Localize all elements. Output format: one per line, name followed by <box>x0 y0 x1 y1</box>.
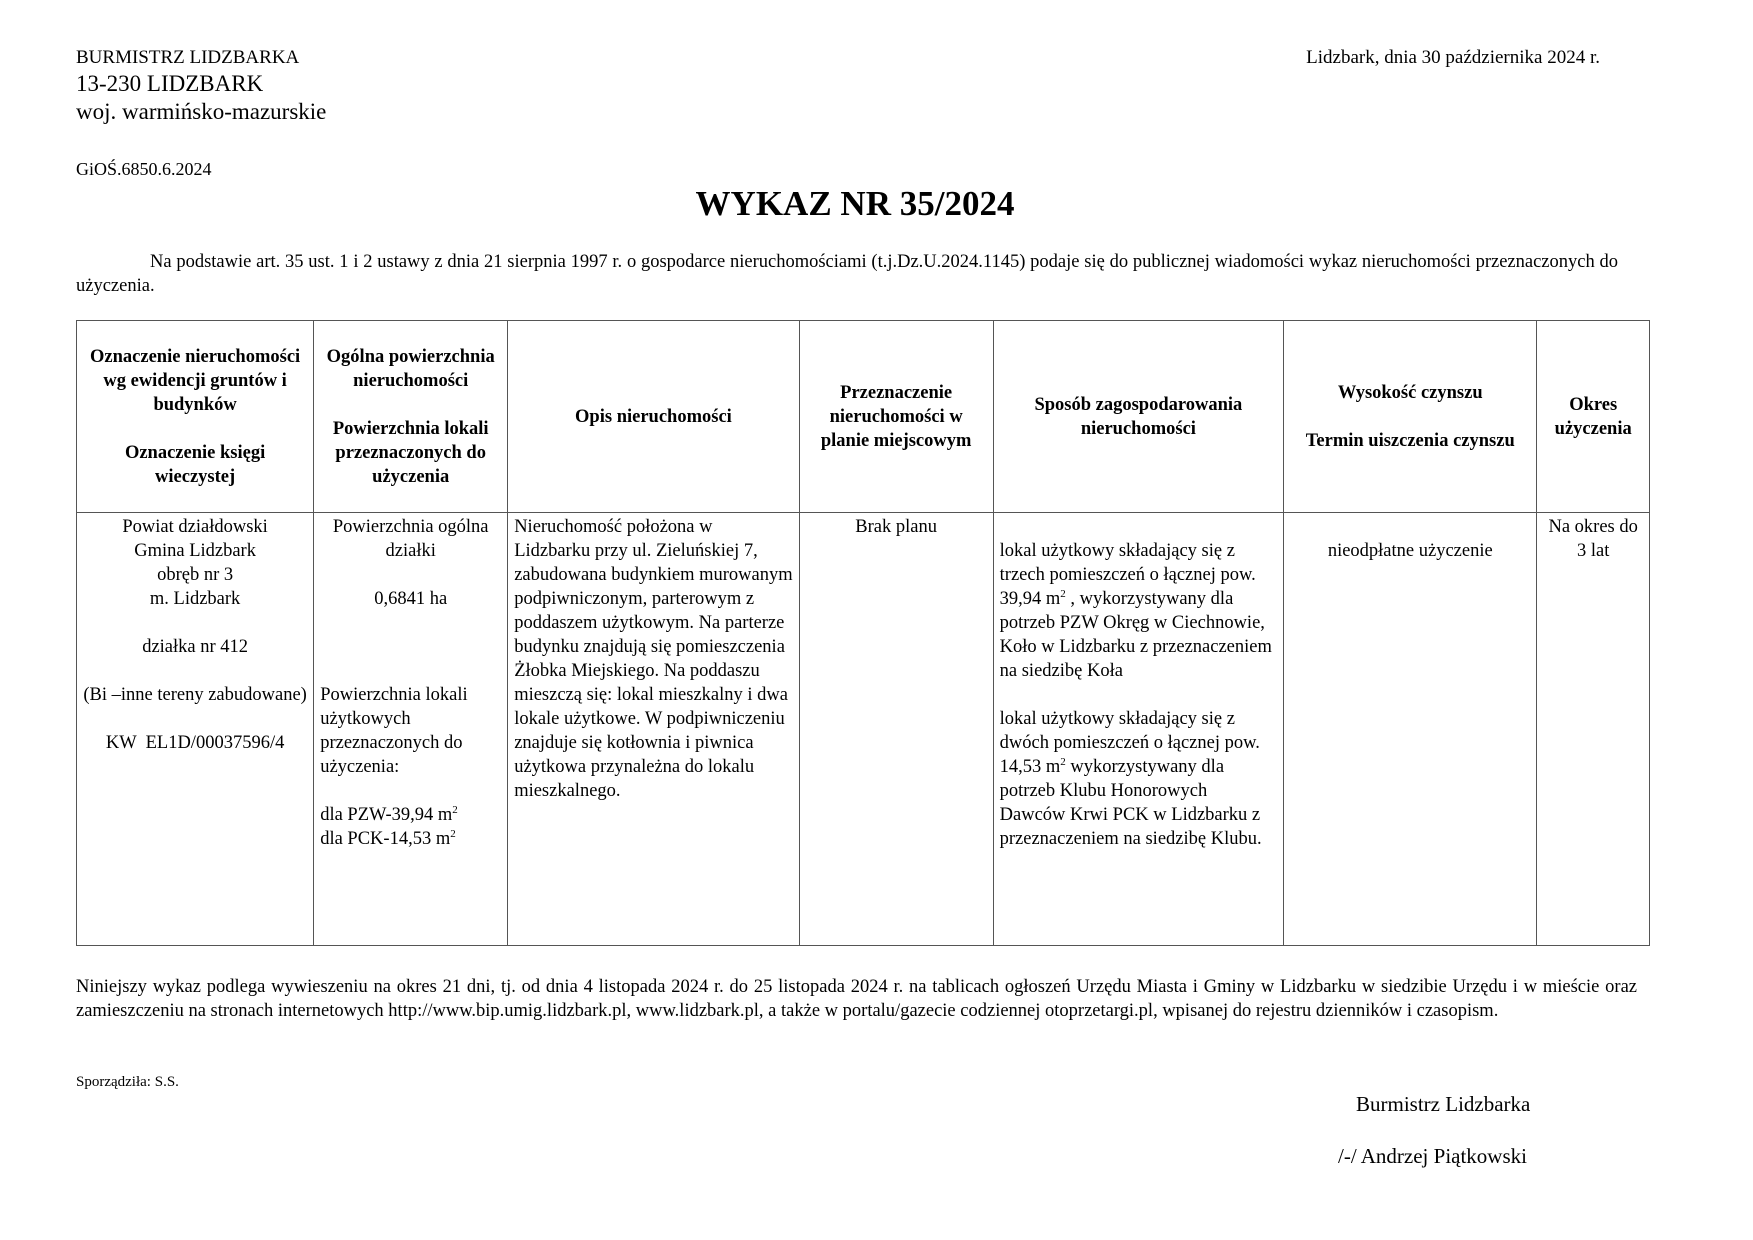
reference-number: GiOŚ.6850.6.2024 <box>76 159 212 179</box>
header-rent-due: Termin uiszczenia czynszu <box>1305 430 1515 451</box>
signatory-name: /-/ Andrzej Piątkowski <box>1338 1144 1527 1168</box>
header-designation-text: Oznaczenie nieruchomości wg ewidencji gruntów i budynków <box>90 346 301 415</box>
usage-pck <box>1000 707 1277 851</box>
premises-pck-text: dla PCK-14,53 m <box>320 829 451 849</box>
cell-designation <box>77 513 314 946</box>
rent-value: nieodpłatne użyczenie <box>1327 541 1493 561</box>
premises-area-label: Powierzchnia lokali użytkowych przeznaczonych do użyczenia: <box>320 685 468 777</box>
plot-area-value: 0,6841 ha <box>374 589 448 609</box>
usage-pck-text-b: wykorzystywany dla potrzeb Klubu Honorowych Dawców Krwi PCK w Lidzbarku z przeznaczeniem na siedzibę Klubu. <box>999 757 1262 849</box>
property-table <box>76 320 1650 946</box>
obreb: obręb nr 3 <box>157 565 234 585</box>
issuer-postal: 13-230 LIDZBARK <box>76 71 264 96</box>
table-header-row <box>77 321 1650 513</box>
issuer-name: BURMISTRZ LIDZBARKA <box>76 47 300 68</box>
cell-zoning-plan: Brak planu <box>799 513 993 946</box>
header-description: Opis nieruchomości <box>508 321 799 513</box>
usage-pck-sup: 2 <box>1060 756 1066 768</box>
table-row <box>77 513 1650 946</box>
usage-pzw <box>1000 539 1277 683</box>
issuer-block <box>76 46 326 126</box>
usage-pck-text-a: lokal użytkowy składający się z dwóch pomieszczeń o łącznej pow. 14,53 m <box>999 709 1260 777</box>
gmina: Gmina Lidzbark <box>134 541 256 561</box>
publication-note: Niniejszy wykaz podlega wywieszeniu na okres 21 dni, tj. od dnia 4 listopada 2024 r. do 25 listopada 2024 r. na tablicach ogłoszeń Urzędu Miasta i Gminy w Lidzbarku w siedzibie Urzędu i w mieście oraz zamieszczeniu na stronach internetowych http://www.bip.umig.lidzbark.pl, www.lidzbark.pl, a także w portalu/gazecie codziennej otoprzetargi.pl, wpisanej do rejestru dzienników i czasopism. <box>76 977 1637 1021</box>
prepared-by: Sporządziła: S.S. <box>76 1074 179 1090</box>
plot-number: działka nr 412 <box>142 637 249 657</box>
cell-rent <box>1284 513 1537 946</box>
header-premises-area: Powierzchnia lokali przeznaczonych do użyczenia <box>332 418 489 487</box>
header-lending-period: Okres użyczenia <box>1537 321 1650 513</box>
header-rent-amount: Wysokość czynszu <box>1337 382 1483 403</box>
cell-lending-period: Na okres do 3 lat <box>1537 513 1650 946</box>
header-usage: Sposób zagospodarowania nieruchomości <box>993 321 1283 513</box>
intro-paragraph: Na podstawie art. 35 ust. 1 i 2 ustawy z dnia 21 sierpnia 1997 r. o gospodarce nieruchomościami (t.j.Dz.U.2024.1145) podaje się do publicznej wiadomości wykaz nieruchomości przeznaczonych do użyczenia. <box>76 252 1618 296</box>
premises-pck <box>320 827 501 851</box>
powiat: Powiat działdowski <box>122 517 268 537</box>
town: m. Lidzbark <box>149 589 241 609</box>
premises-pck-sup: 2 <box>450 828 456 840</box>
land-use: (Bi –inne tereny zabudowane) <box>83 685 307 705</box>
header-area-text: Ogólna powierzchnia nieruchomości <box>326 346 495 391</box>
cell-usage <box>993 513 1283 946</box>
premises-pzw-text: dla PZW-39,94 m <box>320 805 453 825</box>
header-designation <box>77 321 314 513</box>
header-zoning-plan: Przeznaczenie nieruchomości w planie miejscowym <box>799 321 993 513</box>
cell-description: Nieruchomość położona w Lidzbarku przy ul. Zieluńskiej 7, zabudowana budynkiem murowanym podpiwniczonym, parterowym z poddaszem użytkowym. Na parterze budynku znajdują się pomieszczenia Żłobka Miejskiego. Na poddaszu mieszczą się: lokal mieszkalny i dwa lokale użytkowe. W podpiwniczeniu znajduje się kotłownia i piwnica użytkowa przynależna do lokalu mieszkalnego. <box>508 513 799 946</box>
signatory-title: Burmistrz Lidzbarka <box>1356 1092 1531 1116</box>
usage-pzw-text-b: , wykorzystywany dla potrzeb PZW Okręg w Ciechnowie, Koło w Lidzbarku z przeznaczeniem na siedzibę Koła <box>999 589 1272 681</box>
header-rent <box>1284 321 1537 513</box>
header-land-register: Oznaczenie księgi wieczystej <box>124 442 266 487</box>
premises-pzw <box>320 803 501 827</box>
header-area <box>314 321 508 513</box>
premises-pzw-sup: 2 <box>452 804 458 816</box>
usage-pzw-sup: 2 <box>1060 588 1066 600</box>
usage-pzw-text-a: lokal użytkowy składający się z trzech pomieszczeń o łącznej pow. 39,94 m <box>999 541 1256 609</box>
plot-area-label: Powierzchnia ogólna działki <box>332 517 489 561</box>
document-title: WYKAZ NR 35/2024 <box>695 184 1015 223</box>
land-register-number: KW EL1D/00037596/4 <box>105 733 285 753</box>
issuer-region: woj. warmińsko-mazurskie <box>76 99 327 124</box>
place-date: Lidzbark, dnia 30 października 2024 r. <box>1306 47 1600 68</box>
cell-area <box>314 513 508 946</box>
